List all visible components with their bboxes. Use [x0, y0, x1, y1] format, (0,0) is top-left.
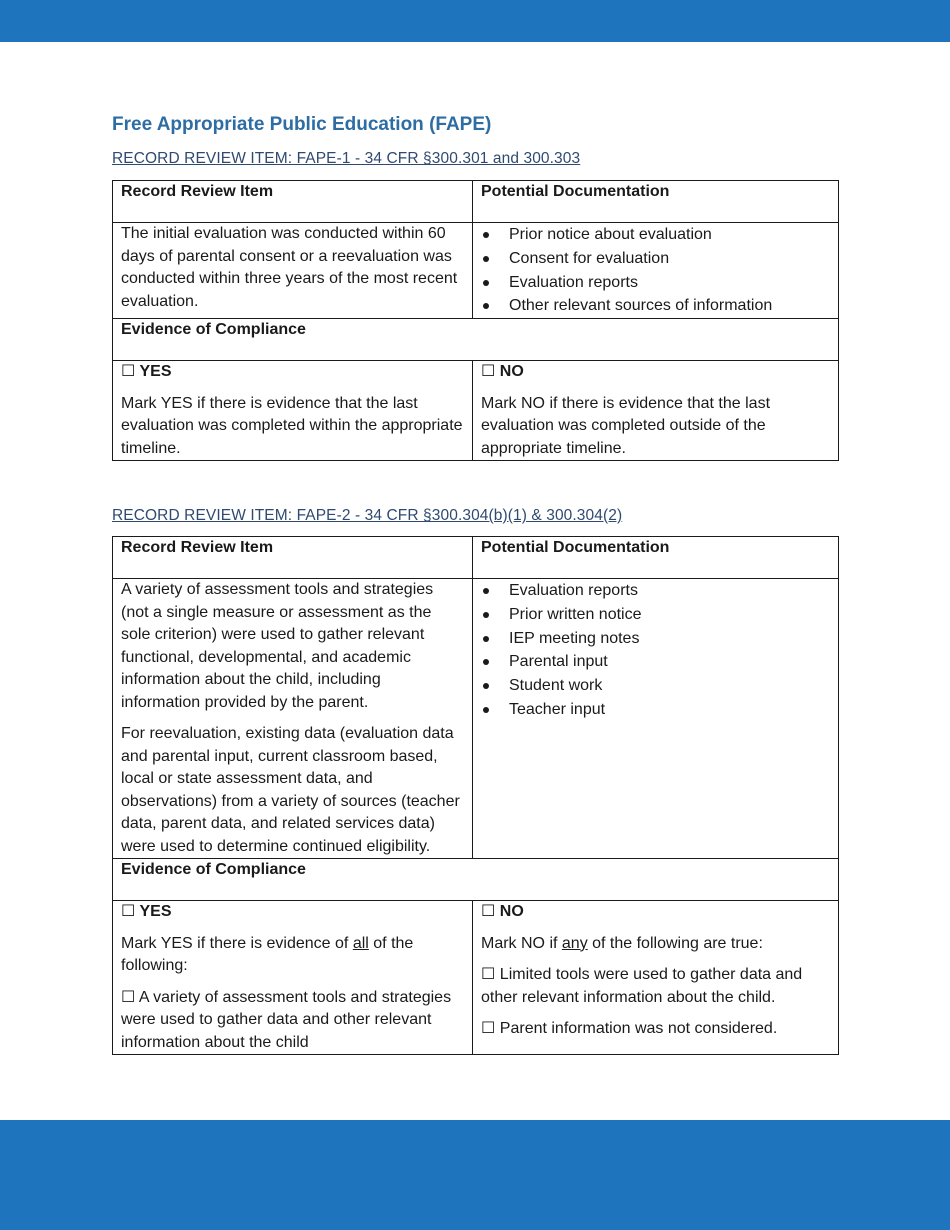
- list-item: Consent for evaluation: [481, 247, 830, 271]
- record-review-item-text: [113, 579, 473, 859]
- list-item: IEP meeting notes: [481, 627, 830, 651]
- yes-criterion: ☐ A variety of assessment tools and strategies were used to gather data and other relevant information about the child: [121, 988, 452, 1051]
- list-item: Teacher input: [481, 698, 830, 722]
- documentation-list: [481, 579, 830, 722]
- header-record-review-item: Record Review Item: [113, 181, 473, 223]
- footer-band: [0, 1120, 950, 1230]
- header-record-review-item: Record Review Item: [113, 537, 473, 579]
- list-item: Parental input: [481, 650, 830, 674]
- item-text: A variety of assessment tools and strategies (not a single measure or assessment as the sole criterion) were used to gather relevant functional, developmental, and academic information about the child, including information provided by the parent.: [121, 581, 434, 711]
- evidence-of-compliance-label: Evidence of Compliance: [113, 319, 839, 361]
- documentation-cell: [473, 223, 839, 319]
- header-potential-documentation: Potential Documentation: [473, 181, 839, 223]
- emphasis-all: all: [352, 934, 369, 952]
- criterion-checkbox[interactable]: ☐: [481, 1020, 496, 1037]
- no-checkbox[interactable]: ☐: [481, 363, 496, 381]
- criterion-checkbox[interactable]: ☐: [481, 966, 496, 983]
- no-criterion: ☐ Parent information was not considered.: [481, 1020, 778, 1037]
- no-description: Mark NO if there is evidence that the last evaluation was completed outside of the appropriate timeline.: [481, 394, 771, 457]
- yes-cell: [113, 361, 473, 461]
- record-review-table-1: [112, 180, 839, 461]
- documentation-list: [481, 223, 830, 318]
- record-review-item-text: [113, 223, 473, 319]
- list-item: Student work: [481, 674, 830, 698]
- criterion-checkbox[interactable]: ☐: [121, 988, 136, 1006]
- list-item: Evaluation reports: [481, 271, 830, 295]
- record-review-item-2-link[interactable]: RECORD REVIEW ITEM: FAPE-2 - 34 CFR §300.304(b)(1) & 300.304(2): [112, 507, 623, 524]
- yes-cell: [113, 901, 473, 1055]
- yes-label: YES: [139, 363, 172, 381]
- list-item: Evaluation reports: [481, 579, 830, 603]
- list-item: Prior notice about evaluation: [481, 223, 830, 247]
- list-item: Other relevant sources of information: [481, 294, 830, 318]
- no-cell: [473, 361, 839, 461]
- no-criterion: ☐ Limited tools were used to gather data and other relevant information about the child.: [481, 966, 803, 1006]
- documentation-cell: [473, 579, 839, 859]
- yes-checkbox[interactable]: ☐: [121, 363, 136, 381]
- no-label: NO: [499, 903, 524, 920]
- yes-checkbox[interactable]: ☐: [121, 903, 136, 920]
- evidence-of-compliance-label: Evidence of Compliance: [113, 859, 839, 901]
- record-review-table-2: [112, 536, 839, 1055]
- emphasis-any: any: [561, 934, 588, 952]
- no-label: NO: [499, 363, 524, 381]
- section-title: Free Appropriate Public Education (FAPE): [112, 114, 492, 135]
- item-text-reevaluation: For reevaluation, existing data (evaluation data and parental input, current classroom based, local or state assessment data, and observations) from a variety of sources (teacher data, parent data, and related services data) were used to determine continued eligibility.: [121, 725, 460, 855]
- item-text: The initial evaluation was conducted within 60 days of parental consent or a reevaluation was conducted within three years of the most recent evaluation.: [121, 225, 458, 310]
- header-potential-documentation: Potential Documentation: [473, 537, 839, 579]
- no-intro: Mark NO if any of the following are true:: [481, 934, 763, 952]
- no-checkbox[interactable]: ☐: [481, 903, 496, 920]
- record-review-item-1-link[interactable]: RECORD REVIEW ITEM: FAPE-1 - 34 CFR §300.301 and 300.303: [112, 150, 581, 167]
- list-item: Prior written notice: [481, 603, 830, 627]
- header-band: [0, 0, 950, 42]
- no-cell: [473, 901, 839, 1055]
- yes-label: YES: [139, 903, 172, 920]
- yes-intro: Mark YES if there is evidence of all of the following:: [121, 934, 414, 974]
- yes-description: Mark YES if there is evidence that the last evaluation was completed within the appropriate timeline.: [121, 394, 463, 457]
